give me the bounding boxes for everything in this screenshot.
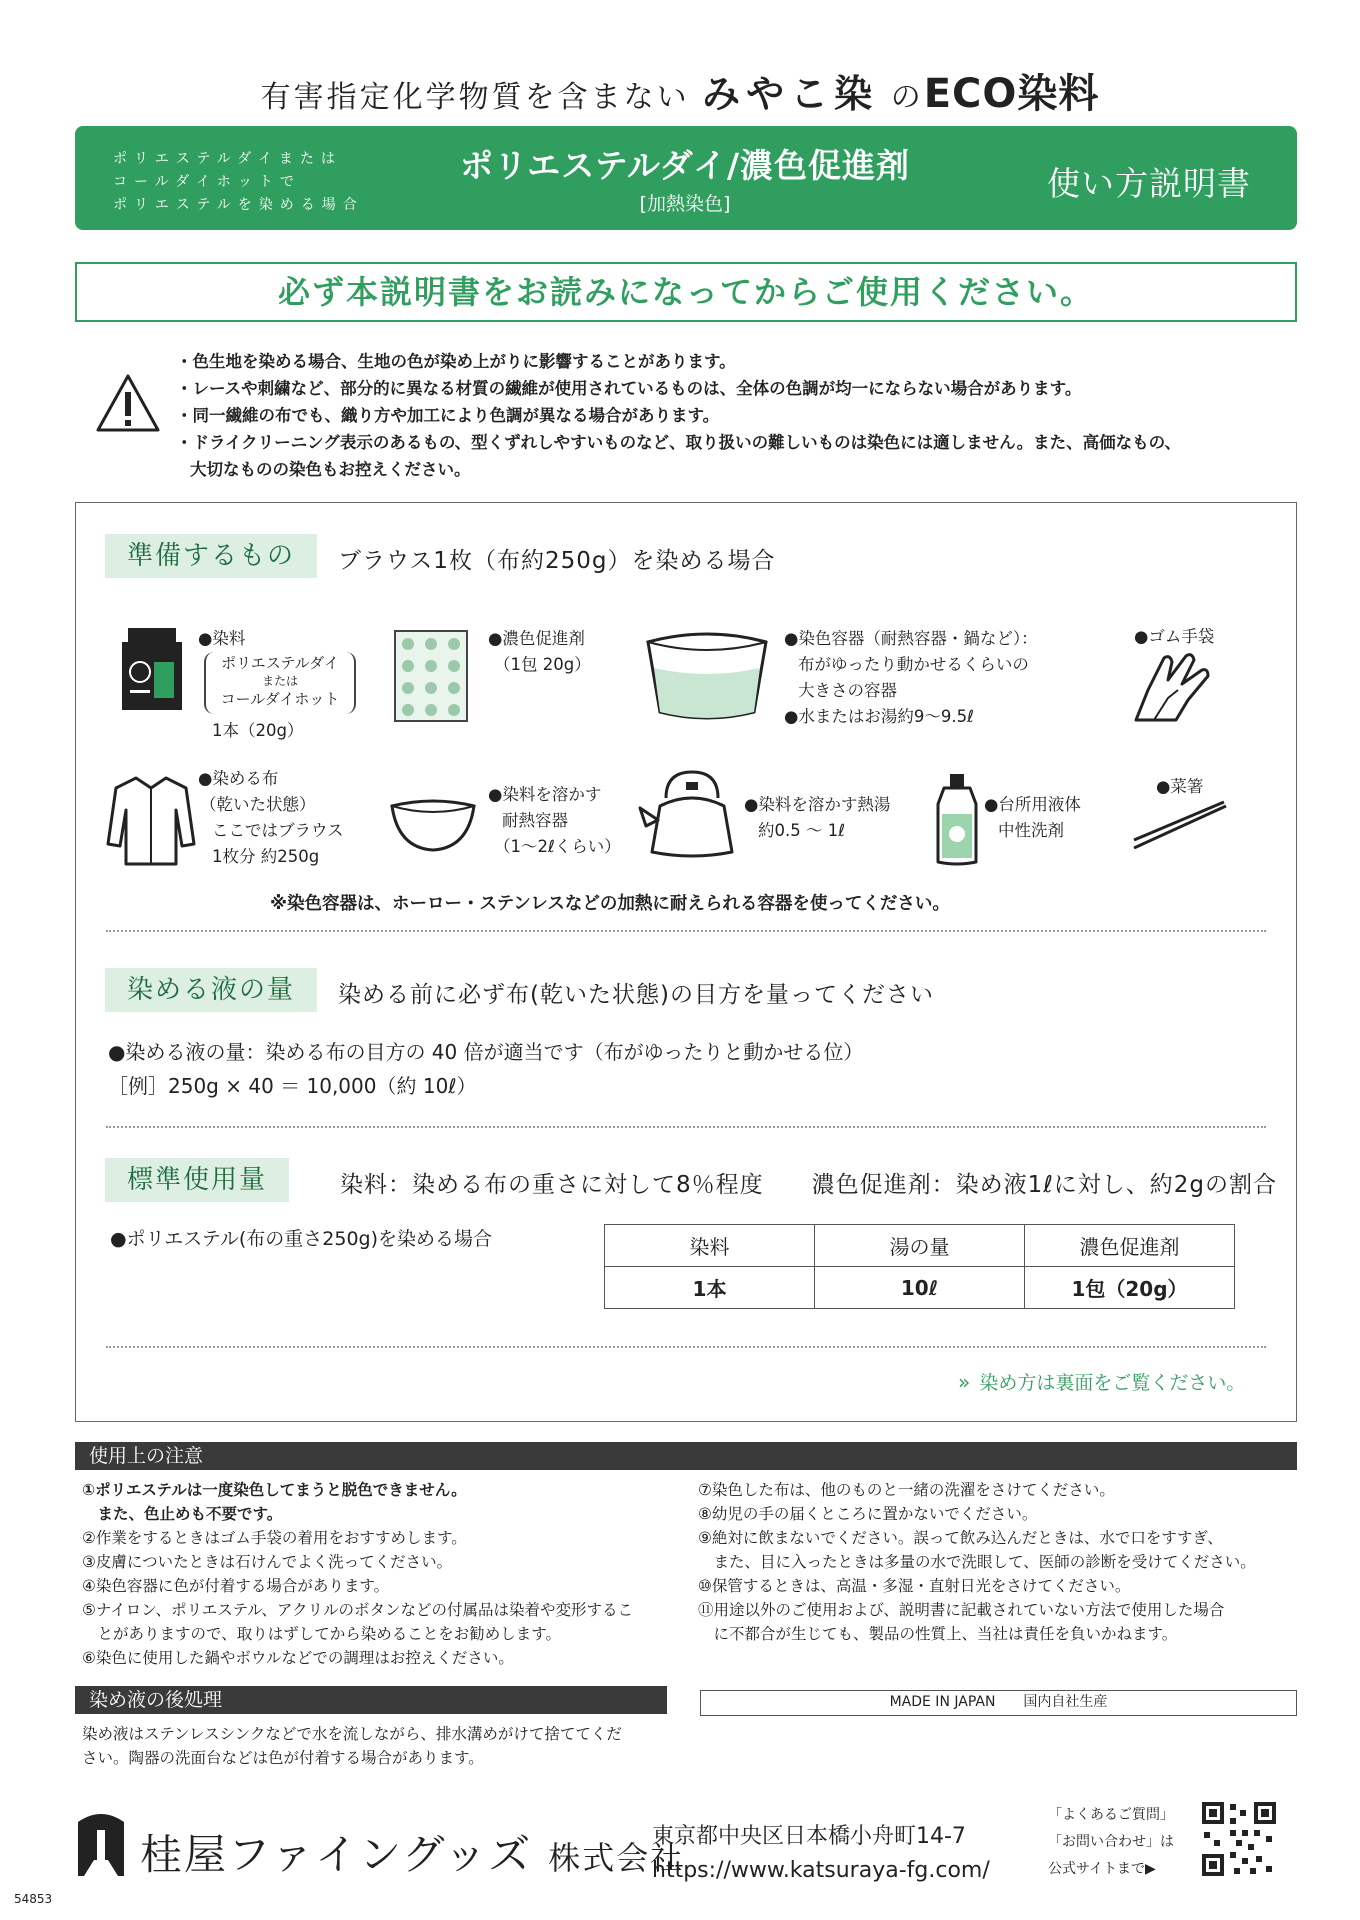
cloth-line: ●染める布 (198, 769, 279, 788)
tagline-prefix: 有害指定化学物質を含まない (260, 80, 690, 115)
table-row (605, 1267, 1235, 1309)
brand-logo: みやこ染 (702, 71, 879, 116)
glove-icon (1128, 650, 1216, 726)
banner-subtitle: [加熱染色] (639, 193, 731, 215)
detergent-line: ●台所用液体 (984, 795, 1081, 814)
promoter-qty: （1包 20g） (494, 655, 591, 674)
product-code: 54853 (14, 1892, 53, 1906)
chopsticks-title: ●菜箸 (1156, 777, 1204, 796)
container-line: 布がゆったり動かせるくらいの (798, 655, 1029, 674)
dye-container-icon (644, 628, 770, 720)
website-link[interactable]: https://www.katsuraya-fg.com/ (652, 1858, 990, 1883)
table-cell: 10ℓ (815, 1267, 1025, 1309)
cloth-text (198, 766, 344, 870)
liquid-amount: ●染める液の量：染める布の目方の 40 倍が適当です（布がゆったりと動かせる位） (108, 1040, 864, 1064)
banner-usage-line: ポリエステルダイまたは (113, 151, 342, 167)
cloth-line: （乾いた状態） (200, 795, 316, 814)
see-back-text: 染め方は裏面をご覧ください。 (979, 1372, 1246, 1394)
warning-item: ・色生地を染める場合、生地の色が染め上がりに影響することがあります。 (176, 352, 736, 371)
divider (106, 1346, 1266, 1348)
company-name-main: 桂屋ファイングッズ (140, 1830, 533, 1879)
standard-label: 標準使用量 (105, 1158, 289, 1202)
tagline-mid: の (890, 80, 924, 115)
warning-item: ・同一繊維の布でも、織り方や加工により色調が異なる場合があります。 (176, 406, 720, 425)
cautions-left (82, 1478, 682, 1670)
banner-title: ポリエステルダイ/濃色促進剤 (459, 146, 911, 185)
caution-item: に不都合が生じても、製品の性質上、当社は責任を負いかねます。 (698, 1625, 1178, 1643)
dye-option-1: ポリエステルダイ (221, 654, 339, 672)
container-line: 大きさの容器 (798, 681, 897, 700)
cautions-title: 使用上の注意 (75, 1442, 1297, 1470)
banner-usage-line: ポリエステルを染める場合 (113, 197, 364, 213)
made-in-japan: MADE IN JAPAN 国内自社生産 (700, 1690, 1297, 1716)
tagline-suffix: ECO染料 (923, 71, 1100, 117)
company-address (652, 1820, 990, 1888)
caution-item: ⑨絶対に飲まないでください。誤って飲み込んだときは、水で口をすすぎ、 (698, 1529, 1223, 1547)
caution-item: ②作業をするときはゴム手袋の着用をおすすめします。 (82, 1529, 467, 1547)
aftercare-line: さい。陶器の洗面台などは色が付着する場合があります。 (82, 1749, 484, 1767)
caution-item: ④染色容器に色が付着する場合があります。 (82, 1577, 390, 1595)
kettle-line: 約0.5 ～ 1ℓ (758, 821, 846, 840)
divider (106, 1126, 1266, 1128)
warning-item: ・レースや刺繍など、部分的に異なる材質の繊維が使用されているものは、全体の色調が均一にならない場合があります。 (176, 379, 1082, 398)
caution-item: ③皮膚についたときは石けんでよく洗ってください。 (82, 1553, 453, 1571)
faq-note (1048, 1802, 1174, 1883)
promoter-title: ●濃色促進剤 (488, 629, 585, 648)
company-logo-icon (74, 1808, 128, 1878)
prep-label: 準備するもの (105, 534, 317, 578)
dye-qty: 1本（20g） (212, 721, 304, 740)
detergent-bottle-icon (932, 774, 982, 866)
warning-list (176, 348, 1296, 483)
caution-item: とがありますので、取りはずしてから染めることをお勧めします。 (82, 1625, 561, 1643)
prep-desc: ブラウス1枚（布約250g）を染める場合 (338, 548, 776, 574)
aftercare-title: 染め液の後処理 (75, 1686, 667, 1714)
warning-item: 大切なものの染色もお控えください。 (190, 460, 471, 479)
divider (106, 930, 1266, 932)
standard-case: ●ポリエステル(布の重さ250g)を染める場合 (110, 1228, 493, 1250)
caution-item: ⑤ナイロン、ポリエステル、アクリルのボタンなどの付属品は染着や変形するこ (82, 1601, 633, 1619)
standard-table (604, 1224, 1235, 1309)
dye-options (204, 652, 356, 714)
gloves-title: ●ゴム手袋 (1134, 627, 1215, 646)
liquid-example: ［例］250g × 40 ＝ 10,000（約 10ℓ） (108, 1074, 477, 1098)
bowl-line: 耐熱容器 (502, 811, 568, 830)
must-read-notice: 必ず本説明書をお読みになってからご使用ください。 (75, 262, 1297, 322)
liquid-desc: 染める前に必ず布(乾いた状態)の目方を量ってください (338, 982, 934, 1008)
banner-usage-line: コールダイホットで (113, 174, 301, 190)
cloth-line: 1枚分 約250g (212, 847, 320, 866)
company-name (140, 1822, 684, 1882)
detergent-line: 中性洗剤 (998, 821, 1064, 840)
caution-item: ⑩保管するときは、高温・多湿・直射日光をさけてください。 (698, 1577, 1131, 1595)
container-line: ●染色容器（耐熱容器・鍋など）： (784, 629, 1038, 648)
bowl-line: （1～2ℓくらい） (494, 837, 621, 856)
standard-desc: 染料：染める布の重さに対して8％程度 濃色促進剤：染め液1ℓに対し、約2gの割合 (340, 1172, 1278, 1198)
table-cell: 1包（20g） (1025, 1267, 1235, 1309)
warning-item: ・ドライクリーニング表示のあるもの、型くずれしやすいものなど、取り扱いの難しいものは染色には適しません。また、高価なもの、 (176, 433, 1182, 452)
see-back-note (958, 1368, 1245, 1395)
cautions-right (698, 1478, 1298, 1646)
container-note: ※染色容器は、ホーロー・ステンレスなどの加熱に耐えられる容器を使ってください。 (270, 894, 950, 914)
table-header: 湯の量 (815, 1225, 1025, 1267)
caution-item: ①ポリエステルは一度染色してまうと脱色できません。 (82, 1481, 467, 1499)
table-header: 染料 (605, 1225, 815, 1267)
chopsticks-icon (1130, 800, 1230, 852)
faq-line: 公式サイトまで▶ (1048, 1861, 1156, 1877)
kettle-line: ●染料を溶かす熱湯 (744, 795, 891, 814)
double-chevron-icon: » (958, 1370, 967, 1394)
promoter-packet-icon (394, 630, 468, 722)
container-water: ●水またはお湯約9～9.5ℓ (784, 707, 974, 726)
dye-bottle-icon (122, 628, 182, 710)
bowl-text (488, 782, 621, 860)
bowl-icon (390, 796, 476, 852)
tagline (0, 62, 1360, 119)
caution-item: また、色止めも不要です。 (82, 1505, 283, 1523)
cloth-line: ここではブラウス (212, 821, 344, 840)
dye-title: ●染料 (198, 629, 246, 648)
table-header: 濃色促進剤 (1025, 1225, 1235, 1267)
qr-code[interactable] (1200, 1800, 1278, 1878)
aftercare-line: 染め液はステンレスシンクなどで水を流しながら、排水溝めがけて捨ててくだ (82, 1725, 622, 1743)
blouse-icon (106, 774, 196, 866)
dye-option-2: コールダイホット (220, 690, 340, 708)
banner-title-block (435, 140, 935, 216)
address-text: 東京都中央区日本橋小舟町14-7 (652, 1824, 966, 1849)
caution-item: ⑦染色した布は、他のものと一緒の洗濯をさけてください。 (698, 1481, 1115, 1499)
caution-item: ⑥染色に使用した鍋やボウルなどでの調理はお控えください。 (82, 1649, 514, 1667)
detergent-text (984, 792, 1081, 844)
title-banner (75, 126, 1297, 230)
table-header-row (605, 1225, 1235, 1267)
caution-item: また、目に入ったときは多量の水で洗眼して、医師の診断を受けてください。 (698, 1553, 1256, 1571)
container-text (784, 626, 1038, 730)
bowl-line: ●染料を溶かす (488, 785, 602, 804)
caution-item: ⑪用途以外のご使用および、説明書に記載されていない方法で使用した場合 (698, 1601, 1225, 1619)
banner-usage (113, 148, 364, 217)
kettle-icon (636, 768, 740, 860)
company-name-suffix: 株式会社 (548, 1839, 685, 1877)
liquid-label: 染める液の量 (105, 968, 317, 1012)
table-cell: 1本 (605, 1267, 815, 1309)
aftercare-text (82, 1722, 682, 1770)
caution-item: ⑧幼児の手の届くところに置かないでください。 (698, 1505, 1038, 1523)
kettle-text (744, 792, 890, 844)
faq-line: 「よくあるご質問」 (1048, 1807, 1174, 1823)
dye-option-or: または (261, 674, 298, 688)
warning-icon (96, 372, 160, 436)
faq-line: 「お問い合わせ」は (1048, 1834, 1174, 1850)
banner-manual-label: 使い方説明書 (1047, 164, 1251, 203)
